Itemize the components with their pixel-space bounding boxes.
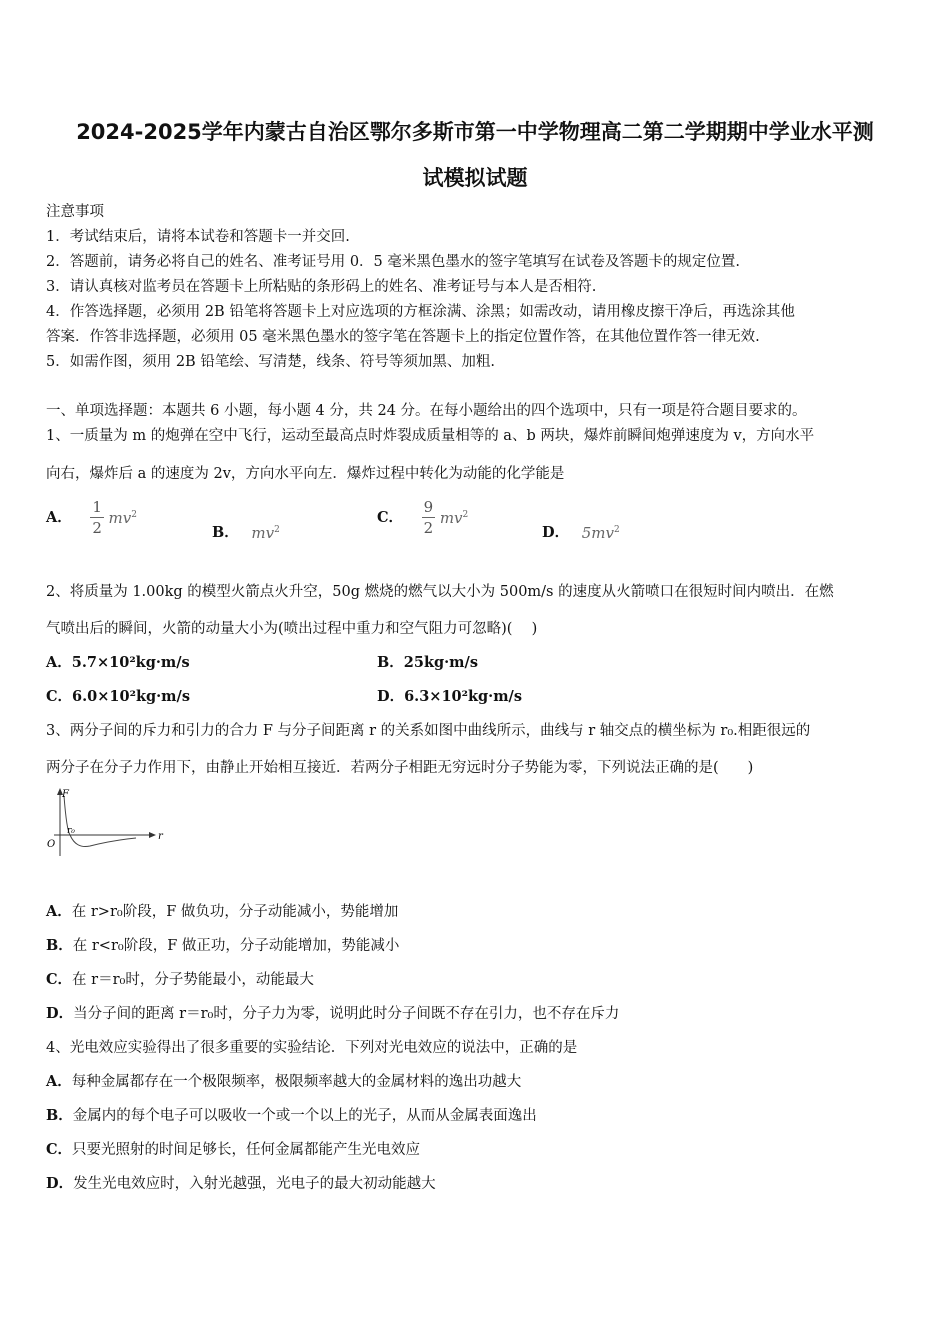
formula: $mv^2$ [108, 508, 137, 527]
q1-stem: 1、一质量为 m 的炮弹在空中飞行，运动至最高点时炸裂成质量相等的 a、b 两块，爆炸前瞬间炮弹速度为 v，方向水平 [46, 428, 815, 444]
q4-stem: 4、光电效应实验得出了很多重要的实验结论．下列对光电效应的说法中，正确的是 [46, 1040, 578, 1056]
q3-option-b: B．在 r<r₀阶段，F 做正功，分子动能增加，势能减小 [46, 937, 400, 954]
q2-stem: 气喷出后的瞬间，火箭的动量大小为(喷出过程中重力和空气阻力可忽略)( ) [46, 621, 538, 637]
page-title-continued: 试模拟试题 [422, 166, 528, 190]
force-curve [64, 796, 136, 847]
q3-option-d: D．当分子间的距离 r＝r₀时，分子力为零，说明此时分子间既不存在引力，也不存在斥力 [46, 1005, 620, 1022]
q1-option-b [212, 521, 280, 542]
page-title: 2024-2025学年内蒙古自治区鄂尔多斯市第一中学物理高二第二学期期中学业水平测 [76, 120, 874, 144]
option-label: D． [542, 524, 570, 541]
notice-item: 1．考试结束后，请将本试卷和答题卡一并交回. [46, 229, 350, 245]
q3-stem: 3、两分子间的斥力和引力的合力 F 与分子间距离 r 的关系如图中曲线所示，曲线与 r 轴交点的横坐标为 r₀.相距很远的 [46, 723, 811, 739]
q2-option-a: A．5.7×10²kg·m/s [46, 654, 190, 671]
q3-stem: 两分子在分子力作用下，由静止开始相互接近．若两分子相距无穷远时分子势能为零，下列说法正确的是( ) [46, 760, 754, 776]
formula: $mv^2$ [251, 524, 280, 542]
q1-option-d [542, 521, 620, 542]
q4-option-d: D．发生光电效应时，入射光越强，光电子的最大初动能越大 [46, 1175, 436, 1192]
q1-option-c [377, 497, 468, 538]
notice-item: 答案．作答非选择题，必须用 05 毫米黑色墨水的签字笔在答题卡上的指定位置作答，在其他位置作答一律无效. [46, 329, 760, 345]
formula: $mv^2$ [439, 508, 469, 527]
q2-stem: 2、将质量为 1.00kg 的模型火箭点火升空，50g 燃烧的燃气以大小为 500m/s 的速度从火箭喷口在很短时间内喷出．在燃 [46, 584, 834, 600]
option-label: A． [46, 508, 72, 526]
y-axis-label: F [62, 789, 69, 800]
force-distance-graph [40, 786, 170, 866]
origin-label: O [47, 839, 56, 850]
q3-option-a: A．在 r>r₀阶段，F 做负功，分子动能减小，势能增加 [46, 903, 399, 920]
formula: $5mv^2$ [581, 524, 620, 542]
x-axis-label: r [158, 831, 163, 842]
q2-option-c: C．6.0×10²kg·m/s [46, 688, 190, 705]
q2-option-d: D．6.3×10²kg·m/s [377, 688, 523, 705]
fraction: $\frac{9}{2}$ [423, 498, 434, 537]
notice-item: 4．作答选择题，必须用 2B 铅笔将答题卡上对应选项的方框涂满、涂黑；如需改动，请用橡皮擦干净后，再选涂其他 [46, 304, 795, 320]
fraction: $\frac{1}{2}$ [92, 498, 102, 537]
q1-option-a [46, 497, 137, 538]
notice-heading: 注意事项 [46, 204, 104, 220]
notice-item: 2．答题前，请务必将自己的姓名、准考证号用 0．5 毫米黑色墨水的签字笔填写在试卷及答题卡的规定位置. [46, 254, 740, 270]
q1-stem: 向右，爆炸后 a 的速度为 2v，方向水平向左．爆炸过程中转化为动能的化学能是 [46, 466, 565, 482]
section-heading: 一、单项选择题：本题共 6 小题，每小题 4 分，共 24 分。在每小题给出的四个选项中，只有一项是符合题目要求的。 [46, 403, 807, 419]
q2-option-b: B．25kg·m/s [377, 654, 478, 671]
x-axis-arrow [149, 832, 156, 838]
q4-option-a: A．每种金属都存在一个极限频率，极限频率越大的金属材料的逸出功越大 [46, 1073, 522, 1090]
option-label: C． [377, 508, 404, 526]
q4-option-c: C．只要光照射的时间足够长，任何金属都能产生光电效应 [46, 1141, 421, 1158]
r0-label: r₀ [67, 826, 75, 836]
notice-item: 3．请认真核对监考员在答题卡上所粘贴的条形码上的姓名、准考证号与本人是否相符. [46, 279, 597, 295]
notice-item: 5．如需作图，须用 2B 铅笔绘、写清楚，线条、符号等须加黑、加粗. [46, 354, 495, 370]
q4-option-b: B．金属内的每个电子可以吸收一个或一个以上的光子，从而从金属表面逸出 [46, 1107, 537, 1124]
option-label: B． [212, 524, 239, 541]
q3-option-c: C．在 r＝r₀时，分子势能最小，动能最大 [46, 971, 314, 988]
